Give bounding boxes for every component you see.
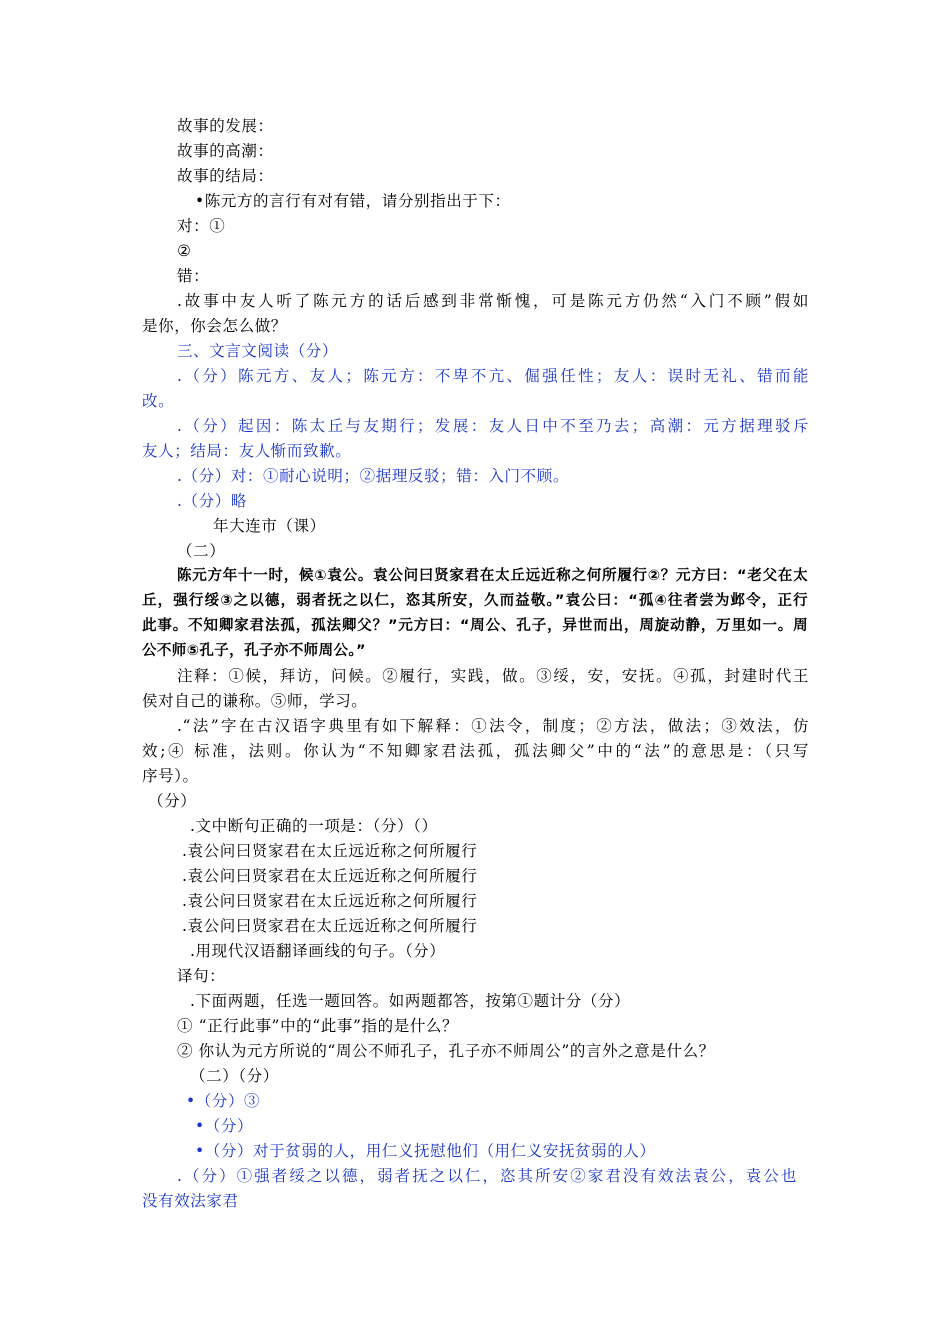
choice-2: ② 你认为元方所说的“周公不师孔子，孔子亦不师周公”的言外之意是什么？ <box>177 1042 715 1060</box>
translation-label: 译句： <box>177 967 226 985</box>
answer-wrong: 错： <box>177 267 210 285</box>
answer-two-3: •（分）对于贫弱的人，用仁义抚慰他们（用仁义安抚贫弱的人） <box>195 1142 656 1160</box>
answer-two-4-cont: 没有效法家君 <box>142 1192 239 1210</box>
answer-3: .（分）对：①耐心说明；②据理反驳；错：入门不顾。 <box>177 467 569 485</box>
story-climax-line: 故事的高潮： <box>177 142 274 160</box>
section-two-heading: （二） <box>177 542 226 560</box>
answer-1-cont: 改。 <box>142 392 175 410</box>
question-translate: .用现代汉语翻译画线的句子。（分） <box>190 942 446 960</box>
question-right-wrong: •陈元方的言行有对有错，请分别指出于下： <box>195 192 511 210</box>
section-heading-classical-reading: 三、文言文阅读（分） <box>177 342 339 360</box>
passage-line-1: 陈元方年十一时，候①袁公。袁公问曰贤家君在太丘远近称之何所履行②？元方曰：“老父在太 <box>177 568 808 584</box>
answer-two-1: •（分）③ <box>186 1092 261 1110</box>
answer-section-two-heading: （二）（分） <box>190 1067 279 1085</box>
question-fa-line-1: .“法”字在古汉语字典里有如下解释：①法令，制度；②方法，做法；③效法，仿 <box>177 717 809 735</box>
answer-two-4: .（分）①强者绥之以德，弱者抚之以仁，恣其所安②家君没有效法袁公，袁公也 <box>177 1167 797 1185</box>
passage-line-2: 丘，强行绥③之以德，弱者抚之以仁，恣其所安，久而益敬。”袁公曰：“孤④往者尝为邺令，正行 <box>142 593 808 609</box>
option-c: .袁公问曰贤家君在太丘远近称之何所履行 <box>182 892 478 910</box>
option-a: .袁公问曰贤家君在太丘远近称之何所履行 <box>182 842 478 860</box>
question-what-would-you-do: .故事中友人听了陈元方的话后感到非常惭愧，可是陈元方仍然“入门不顾”假如 <box>177 292 809 310</box>
question-what-would-you-do-cont: 是你，你会怎么做？ <box>142 317 287 335</box>
story-development-line: 故事的发展： <box>177 117 274 135</box>
answer-two-2: •（分） <box>195 1117 254 1135</box>
story-ending-line: 故事的结局： <box>177 167 274 185</box>
answer-right-1: 对：① <box>177 217 226 235</box>
notes-line-2: 侯对自己的谦称。⑤师，学习。 <box>142 692 368 710</box>
answer-4: .（分）略 <box>177 492 247 510</box>
answer-1: .（分）陈元方、友人；陈元方：不卑不亢、倔强任性；友人：误时无礼、错而能 <box>177 367 809 385</box>
answer-right-2: ② <box>177 242 192 260</box>
question-fa-score: （分） <box>148 792 197 810</box>
notes-line-1: 注释：①候，拜访，问候。②履行，实践，做。③绥，安，安抚。④孤，封建时代王 <box>177 667 809 685</box>
choice-1: ① “正行此事”中的“此事”指的是什么？ <box>177 1017 459 1035</box>
question-punctuation: .文中断句正确的一项是：（分）（） <box>190 817 438 835</box>
source-label: 年大连市（课） <box>213 517 326 535</box>
answer-2-cont: 友人；结局：友人惭而致歉。 <box>142 442 352 460</box>
question-fa-line-2: 效;④ 标准，法则。你认为“不知卿家君法孤，孤法卿父”中的“法”的意思是：（只写 <box>142 742 809 760</box>
question-choose-one: .下面两题，任选一题回答。如两题都答，按第①题计分（分） <box>190 992 631 1010</box>
option-b: .袁公问曰贤家君在太丘远近称之何所履行 <box>182 867 478 885</box>
answer-2: .（分）起因：陈太丘与友期行；发展：友人日中不至乃去；高潮：元方据理驳斥 <box>177 417 809 435</box>
passage-line-3: 此事。不知卿家君法孤，孤法卿父？”元方曰：“周公、孔子，异世而出，周旋动静，万里如一。周 <box>142 618 808 634</box>
passage-line-4: 公不师⑤孔子，孔子亦不师周公。” <box>142 643 366 659</box>
question-fa-line-3: 序号）。 <box>142 767 199 785</box>
option-d: .袁公问曰贤家君在太丘远近称之何所履行 <box>182 917 478 935</box>
